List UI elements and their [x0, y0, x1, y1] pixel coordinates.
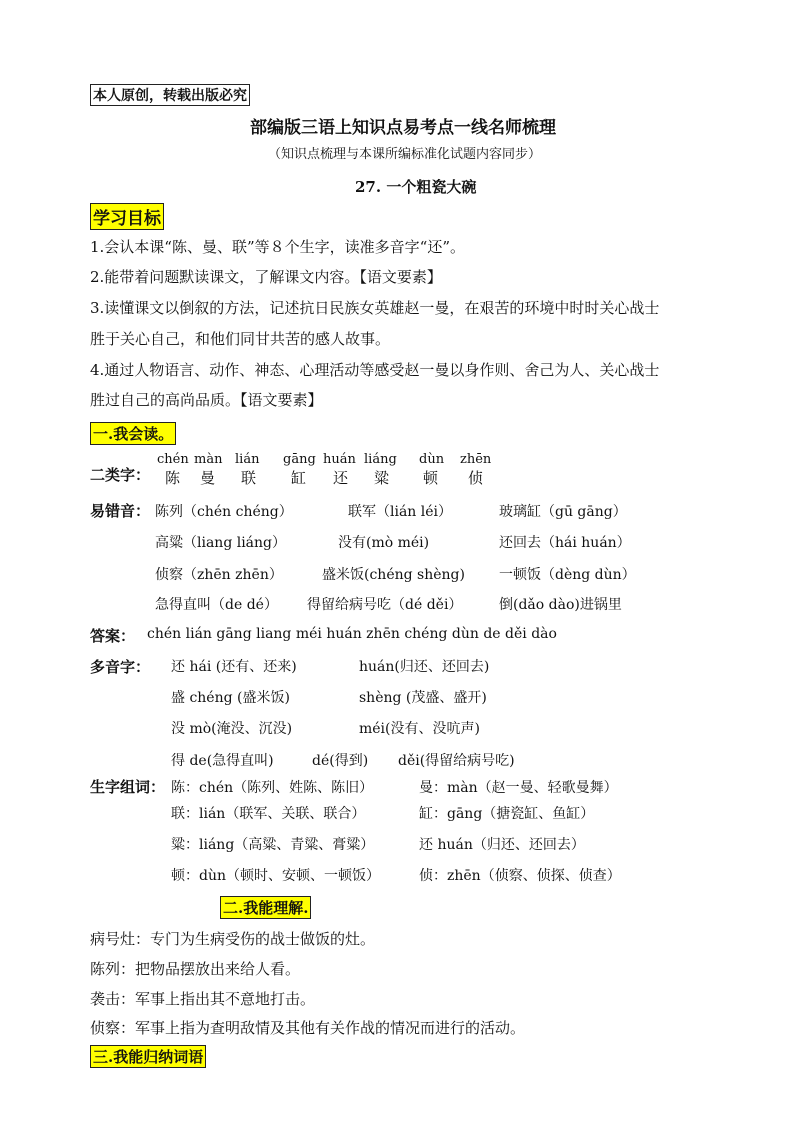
char-pinyin-pair	[194, 452, 222, 488]
char-pinyin-pair	[323, 452, 356, 488]
definition-item: 陈列：把物品摆放出来给人看。	[90, 960, 301, 978]
char-pinyin-pair	[419, 452, 444, 488]
words-item: 顿：dùn（顿时、安顿、一顿饭）	[171, 868, 380, 884]
error-label: 易错音：	[90, 502, 151, 520]
words-item: 粱：liáng（高粱、青粱、膏粱）	[171, 837, 375, 853]
pinyin: gāng	[283, 452, 316, 467]
poly-item: 没 mò(淹没、沉没)	[171, 721, 293, 737]
goals-heading: 学习目标	[90, 203, 164, 230]
error-item: 得留给病号吃（dé děi）	[307, 597, 463, 613]
goal-item: 1.会认本课“陈、曼、联”等８个生字，读准多音字“还”。	[90, 238, 465, 256]
poly-item: shèng (茂盛、盛开)	[359, 690, 487, 706]
poly-item: huán(归还、还回去)	[359, 659, 490, 675]
pinyin: chén	[157, 452, 189, 467]
hanzi: 侦	[468, 469, 484, 487]
words-item: 缸：gāng（搪瓷缸、鱼缸）	[419, 806, 595, 822]
char-pinyin-pair	[460, 452, 491, 488]
pinyin: màn	[194, 452, 223, 467]
answer-text: chén lián gāng liang méi huán zhēn chéng dùn de děi dào	[147, 626, 557, 642]
words-item: 侦：zhēn（侦察、侦探、侦查）	[419, 868, 621, 884]
goal-item: 3.读懂课文以倒叙的方法，记述抗日民族女英雄赵一曼，在艰苦的环境中时时关心战士	[90, 299, 660, 317]
goal-item: 2.能带着问题默读课文，了解课文内容。【语文要素】	[90, 268, 442, 286]
hanzi: 顿	[423, 469, 439, 487]
error-item: 盛米饭(chéng shèng)	[322, 567, 465, 583]
section3-heading: 三.我能归纳词语	[90, 1045, 206, 1068]
goal-item: 胜过自己的高尚品质。【语文要素】	[90, 391, 323, 409]
char-pinyin-pair	[364, 452, 397, 488]
section1-heading: 一.我会读。	[90, 422, 176, 445]
poly-item: 盛 chéng (盛米饭)	[171, 690, 290, 706]
error-item: 侦察（zhēn zhēn）	[155, 567, 283, 583]
pinyin: dùn	[419, 452, 445, 467]
lesson-title: 27. 一个粗瓷大碗	[355, 178, 477, 196]
hanzi: 联	[241, 469, 257, 487]
document-title: 部编版三语上知识点易考点一线名师梳理	[250, 118, 556, 138]
error-item: 倒(dǎo dào)进锅里	[499, 597, 622, 613]
char-pinyin-pair	[283, 452, 316, 488]
copyright-notice: 本人原创，转载出版必究	[90, 84, 250, 106]
definition-item: 袭击：军事上指出其不意地打击。	[90, 990, 316, 1008]
hanzi: 缸	[291, 469, 307, 487]
definition-item: 病号灶：专门为生病受伤的战士做饭的灶。	[90, 930, 376, 948]
words-item: 曼：màn（赵一曼、轻歌曼舞）	[419, 780, 618, 796]
two-kind-label: 二类字：	[90, 466, 151, 484]
hanzi: 还	[333, 469, 349, 487]
words-item: 还 huán（归还、还回去）	[419, 837, 585, 853]
pinyin: zhēn	[460, 452, 492, 467]
poly-item: 得 de(急得直叫)	[171, 753, 274, 769]
document-subtitle: （知识点梳理与本课所编标准化试题内容同步）	[268, 147, 542, 162]
error-item: 还回去（hái huán）	[499, 535, 631, 551]
hanzi: 曼	[200, 469, 216, 487]
error-item: 一顿饭（dèng dùn）	[499, 567, 636, 583]
pinyin: huán	[323, 452, 356, 467]
goal-item: 胜于关心自己，和他们同甘共苦的感人故事。	[90, 330, 391, 348]
error-item: 联军（lián léi）	[348, 504, 453, 520]
char-pinyin-pair	[235, 452, 259, 488]
words-item: 陈：chén（陈列、姓陈、陈旧）	[171, 780, 374, 796]
definition-item: 侦察：军事上指为查明敌情及其他有关作战的情况而进行的活动。	[90, 1019, 526, 1037]
poly-item: děi(得留给病号吃)	[398, 753, 515, 769]
error-item: 玻璃缸（gū gāng）	[499, 504, 627, 520]
error-item: 急得直叫（de dé）	[155, 597, 278, 613]
answer-label: 答案：	[90, 627, 136, 645]
words-item: 联：lián（联军、关联、联合）	[171, 806, 366, 822]
poly-item: dé(得到)	[312, 753, 369, 769]
hanzi: 粱	[374, 469, 390, 487]
pinyin: lián	[235, 452, 260, 467]
poly-item: méi(没有、没吭声)	[359, 721, 480, 737]
error-item: 陈列（chén chéng）	[155, 504, 293, 520]
poly-item: 还 hái (还有、还来)	[171, 659, 297, 675]
error-item: 高粱（liang liáng）	[155, 535, 287, 551]
goal-item: 4.通过人物语言、动作、神态、心理活动等感受赵一曼以身作则、舍己为人、关心战士	[90, 361, 660, 379]
poly-label: 多音字：	[90, 658, 151, 676]
error-item: 没有(mò méi)	[338, 535, 430, 551]
section2-heading: 二.我能理解.	[220, 896, 311, 919]
pinyin: liáng	[364, 452, 397, 467]
hanzi: 陈	[165, 469, 181, 487]
char-pinyin-pair	[157, 452, 189, 488]
words-label: 生字组词：	[90, 778, 166, 796]
